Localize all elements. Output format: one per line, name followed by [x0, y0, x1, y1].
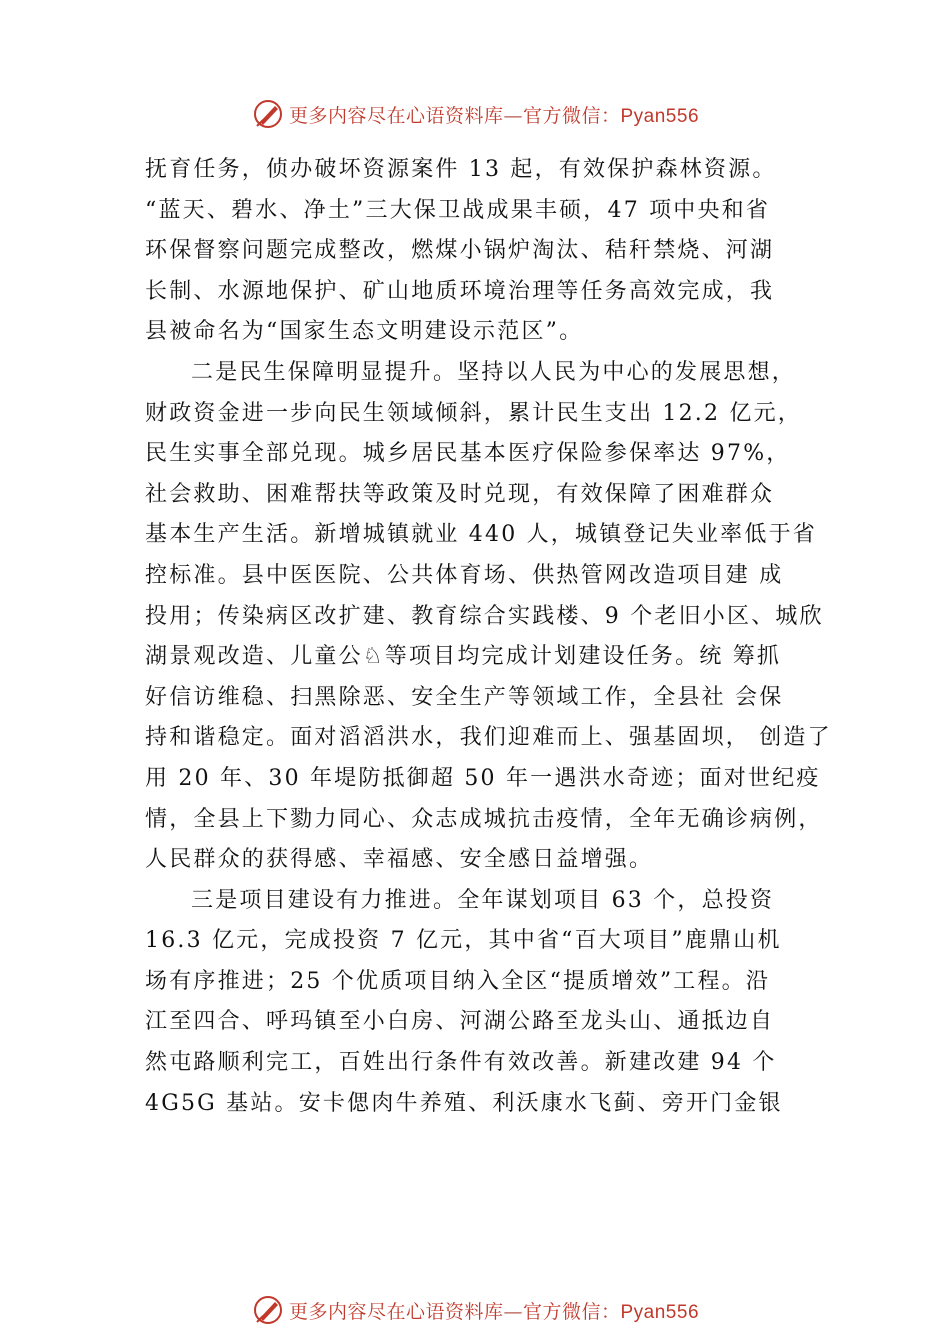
banner-text: 更多内容尽在心语资料库—官方微信：Pyan556	[288, 104, 700, 127]
text-line: 4G5G 基站。安卡偲肉牛养殖、利沃康水飞蓟、旁开门金银	[145, 1090, 783, 1116]
header-watermark-banner	[0, 94, 950, 134]
text-line: 好信访维稳、扫黑除恶、安全生产等领域工作，全县社 会保	[145, 684, 784, 710]
text-line: 场有序推进；25 个优质项目纳入全区“提质增效”工程。沿	[145, 968, 771, 994]
text-line: 社会救助、困难帮扶等政策及时兑现，有效保障了困难群众	[145, 481, 775, 507]
quill-emblem-icon	[251, 1293, 285, 1327]
text-line: 县被命名为“国家生态文明建设示范区”。	[145, 319, 584, 345]
quill-emblem-icon	[251, 97, 285, 131]
text-line: 财政资金进一步向民生领域倾斜，累计民生支出 12.2 亿元，	[145, 400, 802, 426]
text-line: 投用；传染病区改扩建、教育综合实践楼、9 个老旧小区、城欣	[145, 603, 824, 629]
text-line: 环保督察问题完成整改，燃煤小锅炉淘汰、秸秆禁烧、河湖	[145, 238, 775, 264]
text-line: 16.3 亿元，完成投资 7 亿元，其中省“百大项目”鹿鼎山机	[145, 928, 782, 954]
text-line: 民生实事全部兑现。城乡居民基本医疗保险参保率达 97%，	[145, 441, 791, 467]
text-line: “蓝天、碧水、净土”三大保卫战成果丰硕，47 项中央和省	[145, 197, 771, 223]
document-body	[145, 150, 845, 1124]
text-line: 情，全县上下勠力同心、众志成城抗击疫情，全年无确诊病例，	[145, 806, 823, 832]
text-line: 然屯路顺利完工，百姓出行条件有效改善。新建改建 94 个	[145, 1050, 777, 1076]
text-line: 江至四合、呼玛镇至小白房、河湖公路至龙头山、通抵边自	[145, 1009, 775, 1035]
text-line: 用 20 年、30 年堤防抵御超 50 年一遇洪水奇迹；面对世纪疫	[145, 765, 821, 791]
banner-text: 更多内容尽在心语资料库—官方微信：Pyan556	[288, 1300, 700, 1323]
text-line: 基本生产生活。新增城镇就业 440 人，城镇登记失业率低于省	[145, 522, 817, 548]
text-line: 湖景观改造、儿童公♘等项目均完成计划建设任务。统 筹抓	[145, 644, 782, 670]
paragraph-start-line: 三是项目建设有力推进。全年谋划项目 63 个，总投资	[191, 887, 775, 913]
text-line: 持和谐稳定。面对滔滔洪水，我们迎难而上、强基固坝， 创造了	[145, 725, 832, 751]
footer-watermark-banner	[0, 1290, 950, 1330]
text-line: 长制、水源地保护、矿山地质环境治理等任务高效完成，我	[145, 278, 775, 304]
text-line: 抚育任务，侦办破坏资源案件 13 起，有效保护森林资源。	[145, 157, 777, 182]
paragraph-start-line: 二是民生保障明显提升。坚持以人民为中心的发展思想，	[191, 359, 797, 385]
text-line: 控标准。县中医医院、公共体育场、供热管网改造项目建 成	[145, 562, 784, 588]
text-line: 人民群众的获得感、幸福感、安全感日益增强。	[145, 847, 654, 873]
